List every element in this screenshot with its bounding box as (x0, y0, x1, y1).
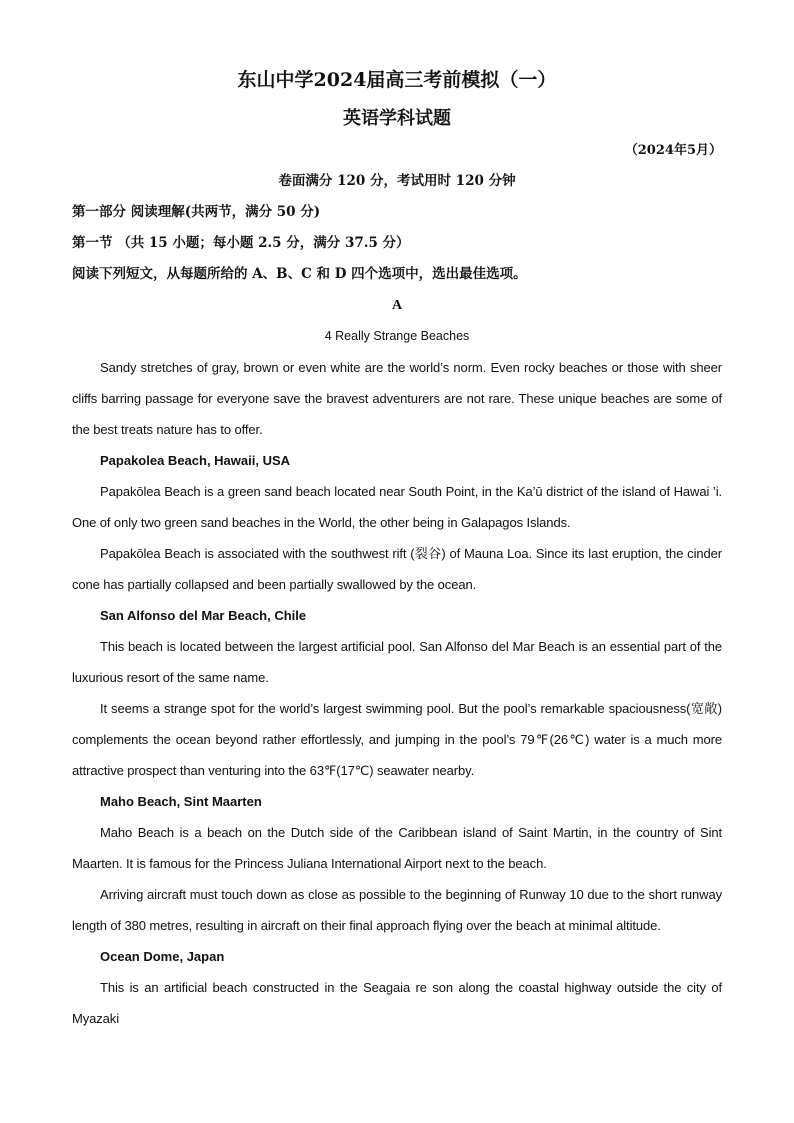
passage-title: 4 Really Strange Beaches (324, 329, 470, 343)
body-paragraph: Arriving aircraft must touch down as close as possible to the beginning of Runway 10 due to the short runway length of 380 metres, resulting in aircraft on their final approach flying over the beach at minimal altitude. (72, 887, 722, 933)
section-heading: San Alfonso del Mar Beach, Chile (100, 608, 307, 623)
body-paragraph: Papakōlea Beach is a green sand beach located near South Point, in the Ka’ū district of the island of Hawai ’i. One of only two green sand beaches in the World, the other being in Galapagos Islands. (72, 484, 722, 530)
instructions: 阅读下列短文，从每题所给的 A、B、C 和 D 四个选项中，选出最佳选项。 (72, 266, 527, 282)
body-paragraph: This is an artificial beach constructed in the Seagaia re son along the coastal highway outside the city of Myazaki (72, 980, 722, 1026)
body-paragraph: This beach is located between the largest artificial pool. San Alfonso del Mar Beach is an essential part of the luxurious resort of the same name. (72, 639, 722, 685)
exam-date: （2024年5月） (624, 143, 722, 158)
section-heading: Ocean Dome, Japan (100, 949, 225, 964)
section-heading: Papakolea Beach, Hawaii, USA (100, 453, 291, 468)
part-one-heading: 第一部分 阅读理解(共两节，满分 50 分) (72, 204, 321, 220)
passage-letter: A (391, 298, 403, 313)
intro-paragraph: Sandy stretches of gray, brown or even white are the world’s norm. Even rocky beaches or those with sheer cliffs barring passage for everyone save the bravest adventurers are not rare. These unique beaches are some of the best treats nature has to offer. (72, 360, 722, 437)
section-heading: Maho Beach, Sint Maarten (100, 794, 262, 809)
subject-title: 英语学科试题 (343, 108, 451, 129)
score-and-time: 卷面满分 120 分，考试用时 120 分钟 (278, 173, 516, 189)
body-paragraph: It seems a strange spot for the world’s largest swimming pool. But the pool’s remarkable spaciousness(宽敞) complements the ocean beyond rather effortlessly, and jumping in the pool’s 79℉(26℃) water is a much more attractive prospect than venturing into the 63℉(17℃) seawater nearby. (72, 701, 722, 778)
exam-page (72, 62, 722, 1034)
exam-title: 东山中学2024届高三考前模拟（一） (237, 69, 557, 91)
body-paragraph: Papakōlea Beach is associated with the southwest rift (裂谷) of Mauna Loa. Since its last eruption, the cinder cone has partially collapsed and been partially swallowed by the ocean. (72, 546, 722, 592)
body-paragraph: Maho Beach is a beach on the Dutch side of the Caribbean island of Saint Martin, in the country of Sint Maarten. It is famous for the Princess Juliana International Airport next to the beach. (72, 825, 722, 871)
section-one-heading: 第一节 （共 15 小题；每小题 2.5 分，满分 37.5 分） (72, 235, 410, 251)
